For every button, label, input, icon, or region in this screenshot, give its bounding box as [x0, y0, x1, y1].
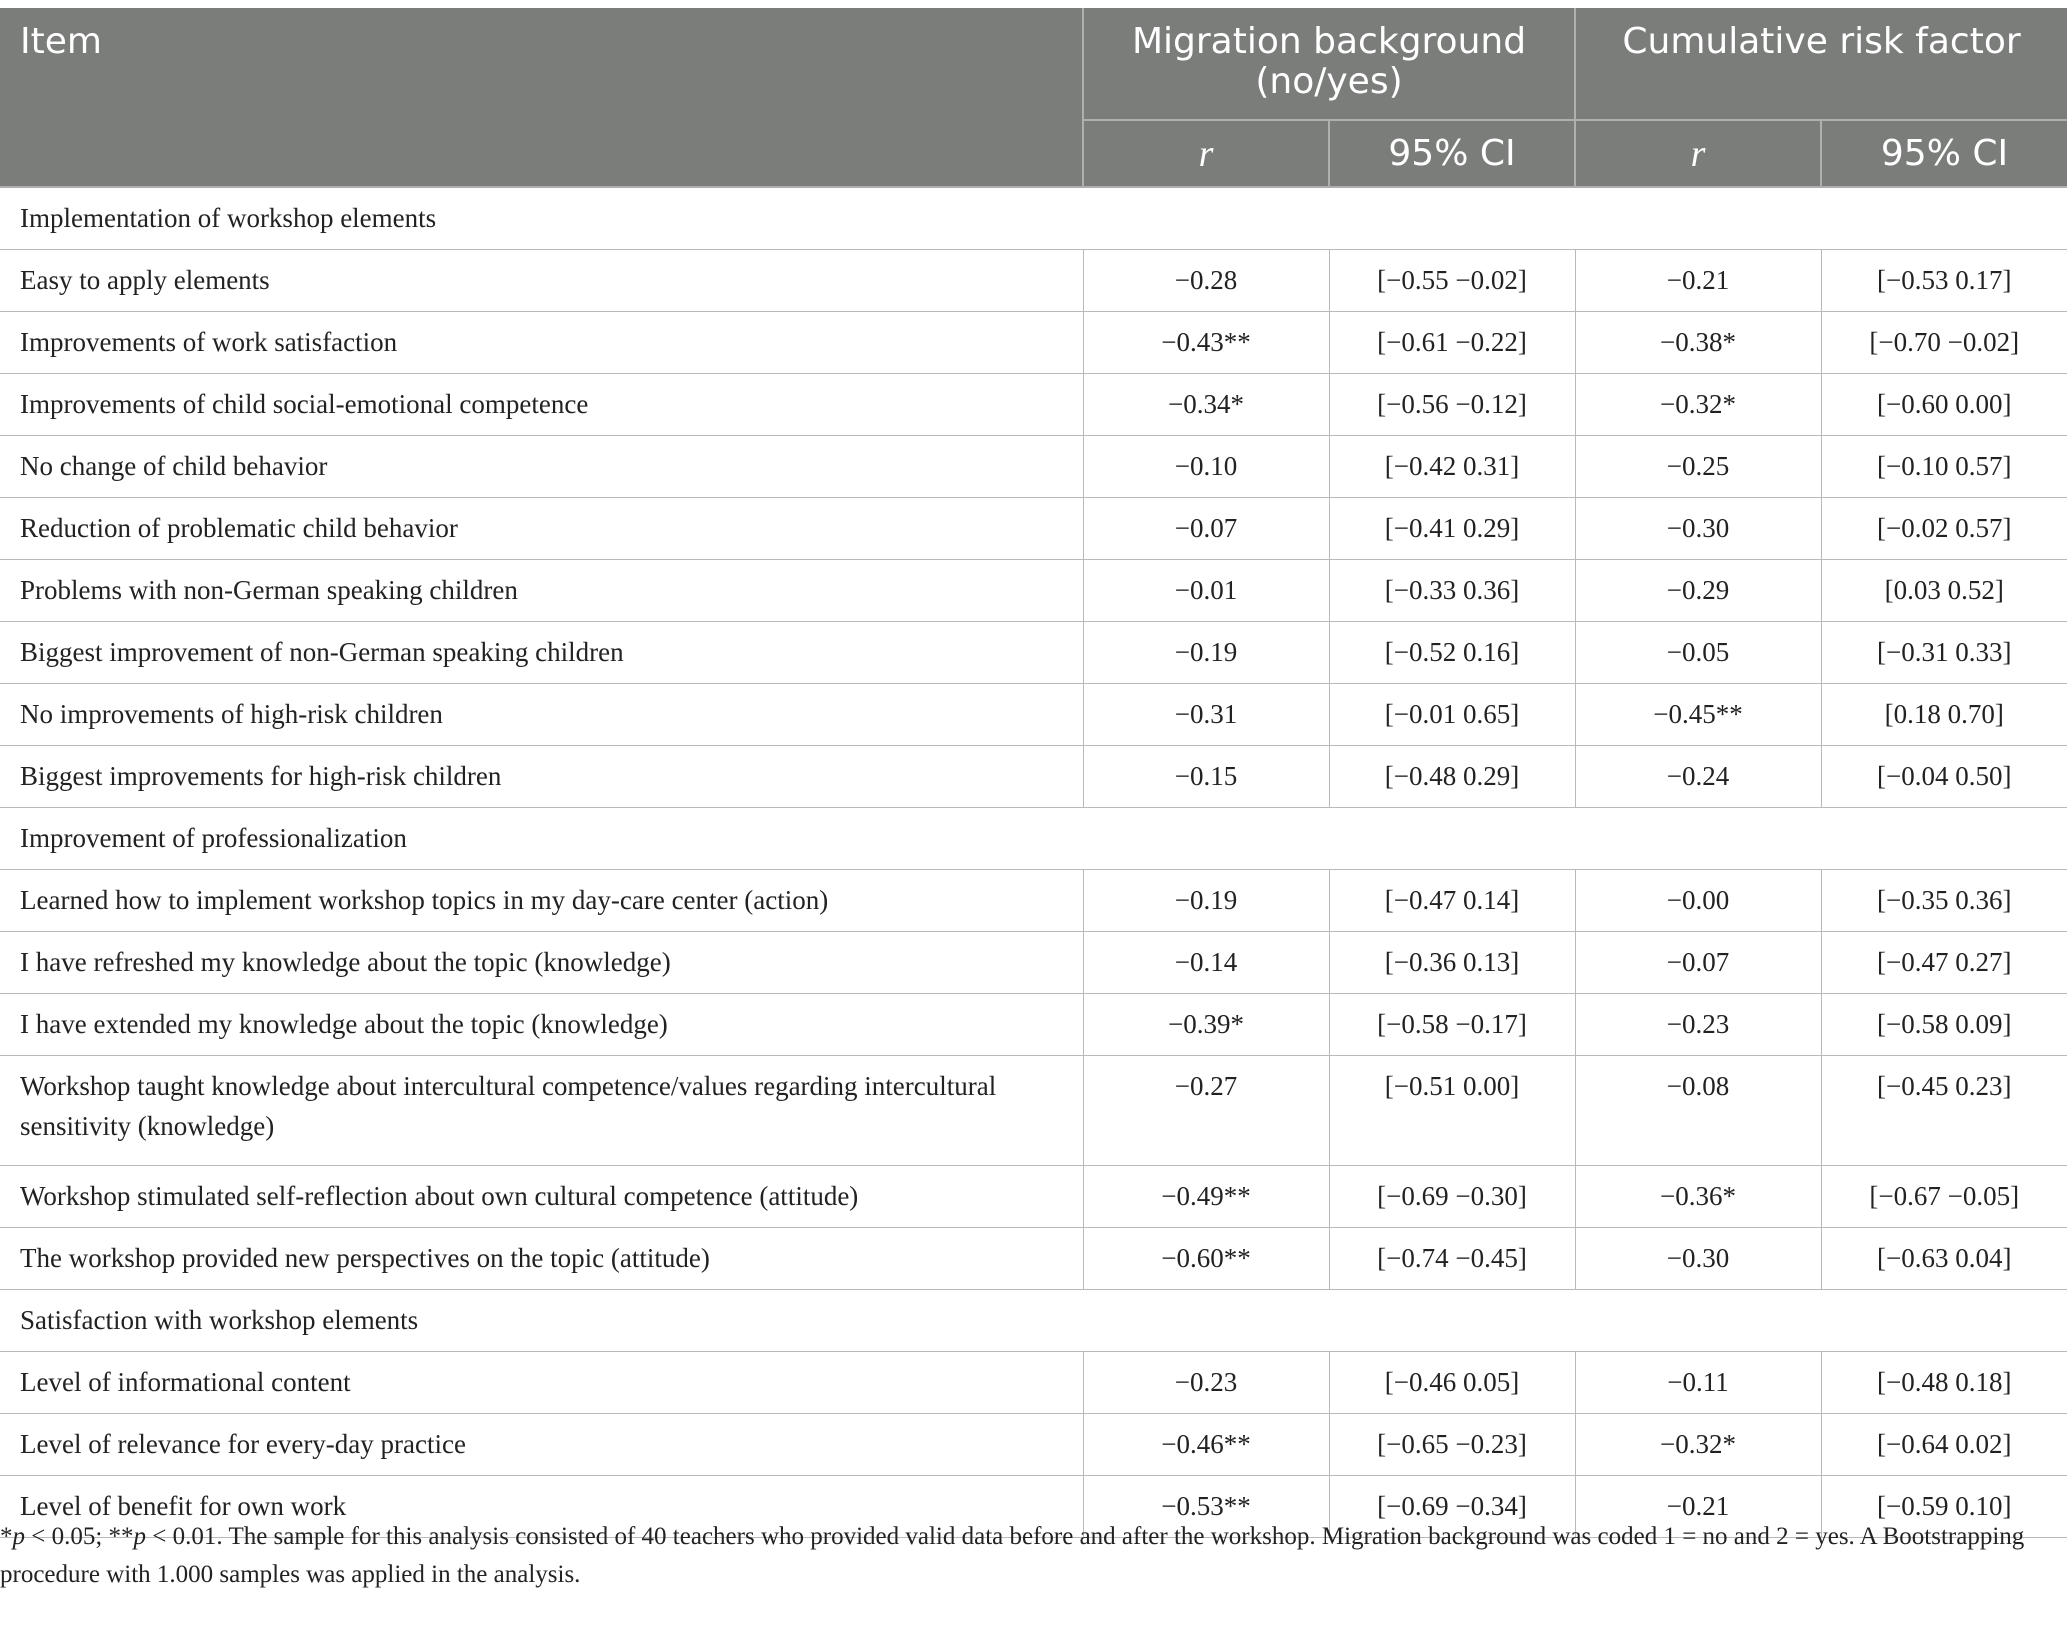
cell-ci-migration: [−0.46 0.05] [1329, 1351, 1575, 1413]
cell-r-migration: −0.34* [1083, 373, 1329, 435]
cell-ci-risk: [−0.60 0.00] [1821, 373, 2067, 435]
cell-ci-risk: [−0.53 0.17] [1821, 249, 2067, 311]
table-row [0, 931, 2067, 993]
cell-r-risk: −0.25 [1575, 435, 1821, 497]
cell-item: Workshop taught knowledge about intercultural competence/values regarding intercultural sensitivity (knowledge) [0, 1055, 1083, 1165]
cell-r-risk: −0.30 [1575, 1227, 1821, 1289]
cell-item: I have extended my knowledge about the topic (knowledge) [0, 993, 1083, 1055]
cell-r-risk: −0.21 [1575, 249, 1821, 311]
cell-r-risk: −0.32* [1575, 373, 1821, 435]
cell-r-risk: −0.07 [1575, 931, 1821, 993]
table-row [0, 869, 2067, 931]
table-body [0, 187, 2067, 1537]
cell-item: Biggest improvements for high-risk children [0, 745, 1083, 807]
cell-r-migration: −0.39* [1083, 993, 1329, 1055]
cell-ci-migration: [−0.74 −0.45] [1329, 1227, 1575, 1289]
cell-ci-migration: [−0.47 0.14] [1329, 869, 1575, 931]
cell-ci-risk: [0.03 0.52] [1821, 559, 2067, 621]
cell-r-migration: −0.10 [1083, 435, 1329, 497]
cell-r-migration: −0.15 [1083, 745, 1329, 807]
cell-r-migration: −0.53** [1083, 1475, 1329, 1537]
cell-ci-migration: [−0.42 0.31] [1329, 435, 1575, 497]
cell-ci-risk: [−0.35 0.36] [1821, 869, 2067, 931]
table-row [0, 1227, 2067, 1289]
header-migration-background: Migration background (no/yes) [1083, 8, 1575, 120]
table-row [0, 1413, 2067, 1475]
cell-ci-migration: [−0.56 −0.12] [1329, 373, 1575, 435]
cell-ci-risk: [−0.31 0.33] [1821, 621, 2067, 683]
cell-r-risk: −0.45** [1575, 683, 1821, 745]
cell-ci-risk: [−0.59 0.10] [1821, 1475, 2067, 1537]
cell-item: The workshop provided new perspectives on the topic (attitude) [0, 1227, 1083, 1289]
cell-ci-migration: [−0.55 −0.02] [1329, 249, 1575, 311]
cell-item: Problems with non-German speaking children [0, 559, 1083, 621]
cell-r-migration: −0.07 [1083, 497, 1329, 559]
cell-r-migration: −0.01 [1083, 559, 1329, 621]
header-r-risk: r [1575, 120, 1821, 187]
cell-ci-risk: [−0.10 0.57] [1821, 435, 2067, 497]
cell-r-risk: −0.24 [1575, 745, 1821, 807]
cell-ci-migration: [−0.61 −0.22] [1329, 311, 1575, 373]
cell-r-migration: −0.60** [1083, 1227, 1329, 1289]
table-row [0, 559, 2067, 621]
correlation-table-container [0, 8, 2066, 1538]
cell-r-migration: −0.43** [1083, 311, 1329, 373]
cell-item: Improvements of work satisfaction [0, 311, 1083, 373]
cell-r-risk: −0.21 [1575, 1475, 1821, 1537]
header-cumulative-risk: Cumulative risk factor [1575, 8, 2067, 120]
cell-item: Easy to apply elements [0, 249, 1083, 311]
table-row [0, 1351, 2067, 1413]
table-row [0, 311, 2067, 373]
table-row [0, 1055, 2067, 1165]
cell-r-risk: −0.08 [1575, 1055, 1821, 1165]
cell-r-migration: −0.49** [1083, 1165, 1329, 1227]
cell-r-risk: −0.30 [1575, 497, 1821, 559]
cell-ci-migration: [−0.41 0.29] [1329, 497, 1575, 559]
cell-r-risk: −0.05 [1575, 621, 1821, 683]
section-title: Satisfaction with workshop elements [0, 1289, 2067, 1351]
cell-ci-risk: [−0.58 0.09] [1821, 993, 2067, 1055]
cell-ci-risk: [−0.64 0.02] [1821, 1413, 2067, 1475]
table-header [0, 8, 2067, 187]
cell-item: Level of informational content [0, 1351, 1083, 1413]
table-row [0, 1165, 2067, 1227]
table-row [0, 683, 2067, 745]
cell-item: Learned how to implement workshop topics in my day-care center (action) [0, 869, 1083, 931]
cell-r-migration: −0.23 [1083, 1351, 1329, 1413]
header-ci-migration: 95% CI [1329, 120, 1575, 187]
cell-r-migration: −0.46** [1083, 1413, 1329, 1475]
cell-r-migration: −0.19 [1083, 621, 1329, 683]
cell-ci-risk: [−0.70 −0.02] [1821, 311, 2067, 373]
cell-item: I have refreshed my knowledge about the topic (knowledge) [0, 931, 1083, 993]
table-row [0, 435, 2067, 497]
cell-r-risk: −0.32* [1575, 1413, 1821, 1475]
cell-item: Level of relevance for every-day practice [0, 1413, 1083, 1475]
cell-item: Biggest improvement of non-German speaking children [0, 621, 1083, 683]
cell-ci-migration: [−0.52 0.16] [1329, 621, 1575, 683]
cell-r-risk: −0.29 [1575, 559, 1821, 621]
cell-item: No improvements of high-risk children [0, 683, 1083, 745]
cell-ci-migration: [−0.65 −0.23] [1329, 1413, 1575, 1475]
cell-item: Level of benefit for own work [0, 1475, 1083, 1537]
cell-ci-risk: [−0.48 0.18] [1821, 1351, 2067, 1413]
cell-ci-migration: [−0.58 −0.17] [1329, 993, 1575, 1055]
cell-ci-risk: [−0.02 0.57] [1821, 497, 2067, 559]
section-title: Implementation of workshop elements [0, 187, 2067, 249]
cell-r-risk: −0.23 [1575, 993, 1821, 1055]
table-row [0, 373, 2067, 435]
cell-ci-risk: [−0.47 0.27] [1821, 931, 2067, 993]
cell-r-migration: −0.31 [1083, 683, 1329, 745]
cell-ci-migration: [−0.01 0.65] [1329, 683, 1575, 745]
section-row [0, 187, 2067, 249]
cell-ci-risk: [0.18 0.70] [1821, 683, 2067, 745]
cell-ci-risk: [−0.67 −0.05] [1821, 1165, 2067, 1227]
cell-item: No change of child behavior [0, 435, 1083, 497]
cell-ci-risk: [−0.45 0.23] [1821, 1055, 2067, 1165]
table-row [0, 745, 2067, 807]
table-row [0, 621, 2067, 683]
header-item: Item [0, 8, 1083, 187]
cell-r-risk: −0.11 [1575, 1351, 1821, 1413]
cell-ci-migration: [−0.33 0.36] [1329, 559, 1575, 621]
table-row [0, 497, 2067, 559]
cell-r-migration: −0.27 [1083, 1055, 1329, 1165]
table-row [0, 249, 2067, 311]
correlation-table [0, 8, 2067, 1538]
cell-r-migration: −0.28 [1083, 249, 1329, 311]
header-ci-risk: 95% CI [1821, 120, 2067, 187]
cell-ci-risk: [−0.04 0.50] [1821, 745, 2067, 807]
cell-ci-migration: [−0.51 0.00] [1329, 1055, 1575, 1165]
cell-r-risk: −0.38* [1575, 311, 1821, 373]
cell-item: Workshop stimulated self-reflection about own cultural competence (attitude) [0, 1165, 1083, 1227]
cell-r-migration: −0.14 [1083, 931, 1329, 993]
cell-ci-migration: [−0.69 −0.34] [1329, 1475, 1575, 1537]
cell-ci-migration: [−0.36 0.13] [1329, 931, 1575, 993]
cell-item: Improvements of child social-emotional competence [0, 373, 1083, 435]
cell-ci-risk: [−0.63 0.04] [1821, 1227, 2067, 1289]
cell-ci-migration: [−0.48 0.29] [1329, 745, 1575, 807]
table-footnote: *p < 0.05; **p < 0.01. The sample for this analysis consisted of 40 teachers who provided valid data before and after the workshop. Migration background was coded 1 = no and 2 = yes. A Bootstrapping procedure with 1.000 samples was applied in the analysis. [0, 1523, 2025, 1588]
table-row [0, 993, 2067, 1055]
cell-ci-migration: [−0.69 −0.30] [1329, 1165, 1575, 1227]
cell-item: Reduction of problematic child behavior [0, 497, 1083, 559]
section-row [0, 807, 2067, 869]
header-r-migration: r [1083, 120, 1329, 187]
cell-r-risk: −0.36* [1575, 1165, 1821, 1227]
section-title: Improvement of professionalization [0, 807, 2067, 869]
cell-r-risk: −0.00 [1575, 869, 1821, 931]
cell-r-migration: −0.19 [1083, 869, 1329, 931]
section-row [0, 1289, 2067, 1351]
